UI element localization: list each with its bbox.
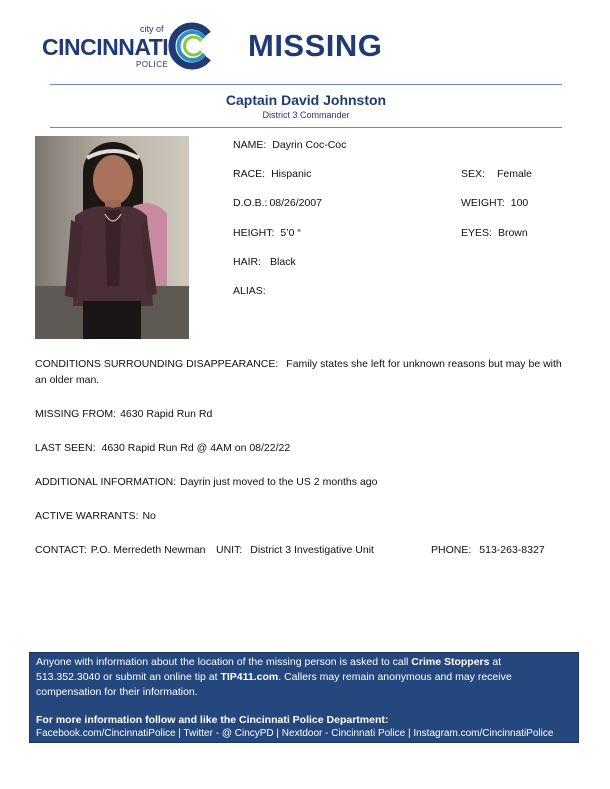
phone-value: 513-263-8327: [479, 544, 545, 556]
dob-value: 08/26/2007: [269, 197, 322, 209]
footer-line-2: 513.352.3040 or submit an online tip at TIP411.com. Callers may remain anonymous and may receive: [36, 671, 512, 683]
eyes-label: EYES:: [461, 227, 492, 239]
contact-label: CONTACT:: [35, 544, 87, 556]
missing-from-line: [35, 406, 212, 422]
unit-label: UNIT:: [216, 544, 243, 556]
additional-info-label: ADDITIONAL INFORMATION:: [35, 476, 177, 488]
additional-info-value: Dayrin just moved to the US 2 months ago: [180, 476, 378, 488]
height-label: HEIGHT:: [233, 227, 275, 239]
weight-value: 100: [510, 197, 529, 209]
sex-label: SEX:: [461, 168, 485, 180]
name-label: NAME:: [233, 139, 267, 151]
footer-line-1: Anyone with information about the location of the missing person is asked to call Crime Stoppers at: [36, 656, 502, 668]
additional-info-line: [35, 474, 377, 490]
field-height: [233, 227, 301, 239]
logo-cincinnati: CINCINNATI: [42, 34, 169, 60]
crime-stoppers-text: Crime Stoppers: [411, 656, 490, 668]
logo-police: POLICE: [136, 60, 169, 69]
field-name: [233, 139, 346, 151]
active-warrants-label: ACTIVE WARRANTS:: [35, 510, 139, 522]
captain-title: District 3 Commander: [262, 110, 350, 120]
field-race: [233, 168, 311, 180]
alias-label: ALIAS:: [233, 285, 266, 297]
missing-title: MISSING: [248, 28, 383, 63]
phone-line: [431, 542, 545, 558]
crime-stoppers-footer: [29, 652, 579, 743]
field-hair: [233, 256, 296, 268]
missing-person-photo: [35, 136, 189, 339]
field-sex: [461, 168, 532, 180]
contact-value: P.O. Merredeth Newman: [90, 544, 206, 556]
race-value: Hispanic: [271, 168, 312, 180]
conditions-paragraph: [35, 356, 575, 388]
hair-value: Black: [270, 256, 296, 268]
dob-label: D.O.B.:: [233, 197, 268, 209]
conditions-text-line1: Family states she left for unknown reasons but may be with: [286, 358, 562, 370]
field-weight: [461, 197, 528, 209]
conditions-text-line2: an older man.: [35, 374, 100, 386]
sex-value: Female: [496, 168, 532, 180]
cincinnati-police-logo: [40, 20, 218, 72]
missing-from-label: MISSING FROM:: [35, 408, 117, 420]
eyes-value: Brown: [497, 227, 528, 239]
footer-social-links: Facebook.com/CincinnatiPolice | Twitter - @ CincyPD | Nextdoor - Cincinnati Police | Instagram.com/CincinnatiPolice: [36, 728, 554, 739]
conditions-label: CONDITIONS SURROUNDING DISAPPEARANCE:: [35, 358, 279, 370]
footer-line-3: compensation for their information.: [36, 686, 198, 698]
active-warrants-value: No: [142, 510, 156, 522]
unit-line: [216, 542, 374, 558]
weight-label: WEIGHT:: [461, 197, 505, 209]
unit-value: District 3 Investigative Unit: [250, 544, 374, 556]
logo-c-emblem-icon: [168, 22, 216, 70]
name-value: Dayrin Coc-Coc: [272, 139, 347, 151]
logo-city-of: city of: [140, 24, 164, 34]
race-label: RACE:: [233, 168, 266, 180]
last-seen-line: [35, 440, 290, 456]
footer-follow-text: For more information follow and like the Cincinnati Police Department:: [36, 714, 389, 726]
header-divider-top: [50, 84, 562, 85]
phone-label: PHONE:: [431, 544, 472, 556]
tip411-link: TIP411.com: [220, 671, 279, 683]
field-dob: [233, 197, 322, 209]
contact-line: [35, 542, 206, 558]
last-seen-value: 4630 Rapid Run Rd @ 4AM on 08/22/22: [101, 442, 291, 454]
captain-name: Captain David Johnston: [225, 92, 387, 108]
missing-from-value: 4630 Rapid Run Rd: [120, 408, 213, 420]
last-seen-label: LAST SEEN:: [35, 442, 96, 454]
height-value: 5’0 “: [280, 227, 301, 239]
field-alias: [233, 285, 272, 297]
hair-label: HAIR:: [233, 256, 262, 268]
header-divider-bottom: [50, 127, 562, 128]
field-eyes: [461, 227, 528, 239]
active-warrants-line: [35, 508, 156, 524]
